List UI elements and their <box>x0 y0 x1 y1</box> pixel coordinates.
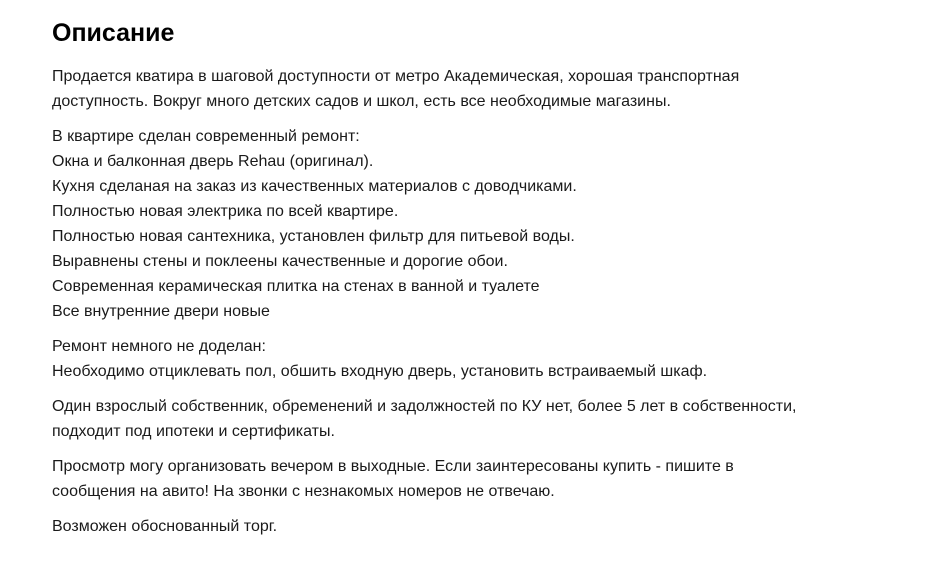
text-line: Полностью новая электрика по всей квартире. <box>52 203 399 220</box>
text-line: Окна и балконная дверь Rehau (оригинал). <box>52 153 374 170</box>
description-title: Описание <box>52 19 175 47</box>
text-line: Полностью новая сантехника, установлен фильтр для питьевой воды. <box>52 228 575 245</box>
description-paragraph <box>52 64 872 114</box>
text-line: Необходимо отциклевать пол, обшить входную дверь, установить встраиваемый шкаф. <box>52 363 708 380</box>
text-line: Выравнены стены и поклеены качественные и дорогие обои. <box>52 253 508 270</box>
text-line: доступность. Вокруг много детских садов и школ, есть все необходимые магазины. <box>52 93 671 110</box>
description-paragraph <box>52 334 872 384</box>
text-line: Один взрослый собственник, обременений и задолжностей по КУ нет, более 5 лет в собственности, <box>52 398 797 415</box>
text-line: сообщения на авито! На звонки с незнакомых номеров не отвечаю. <box>52 483 555 500</box>
text-line: Все внутренние двери новые <box>52 303 270 320</box>
text-line: Продается кватира в шаговой доступности от метро Академическая, хорошая транспортная <box>52 68 740 85</box>
description-section <box>52 16 872 549</box>
text-line: Современная керамическая плитка на стенах в ванной и туалете <box>52 278 540 295</box>
text-line: Возможен обоснованный торг. <box>52 518 278 535</box>
text-line: Ремонт немного не доделан: <box>52 338 266 355</box>
description-paragraph <box>52 124 872 324</box>
description-paragraph <box>52 454 872 504</box>
text-line: Просмотр могу организовать вечером в выходные. Если заинтересованы купить - пишите в <box>52 458 734 475</box>
text-line: В квартире сделан современный ремонт: <box>52 128 360 145</box>
description-paragraph <box>52 514 872 539</box>
text-line: Кухня сделаная на заказ из качественных материалов с доводчиками. <box>52 178 577 195</box>
text-line: подходит под ипотеки и сертификаты. <box>52 423 335 440</box>
description-paragraph <box>52 394 872 444</box>
